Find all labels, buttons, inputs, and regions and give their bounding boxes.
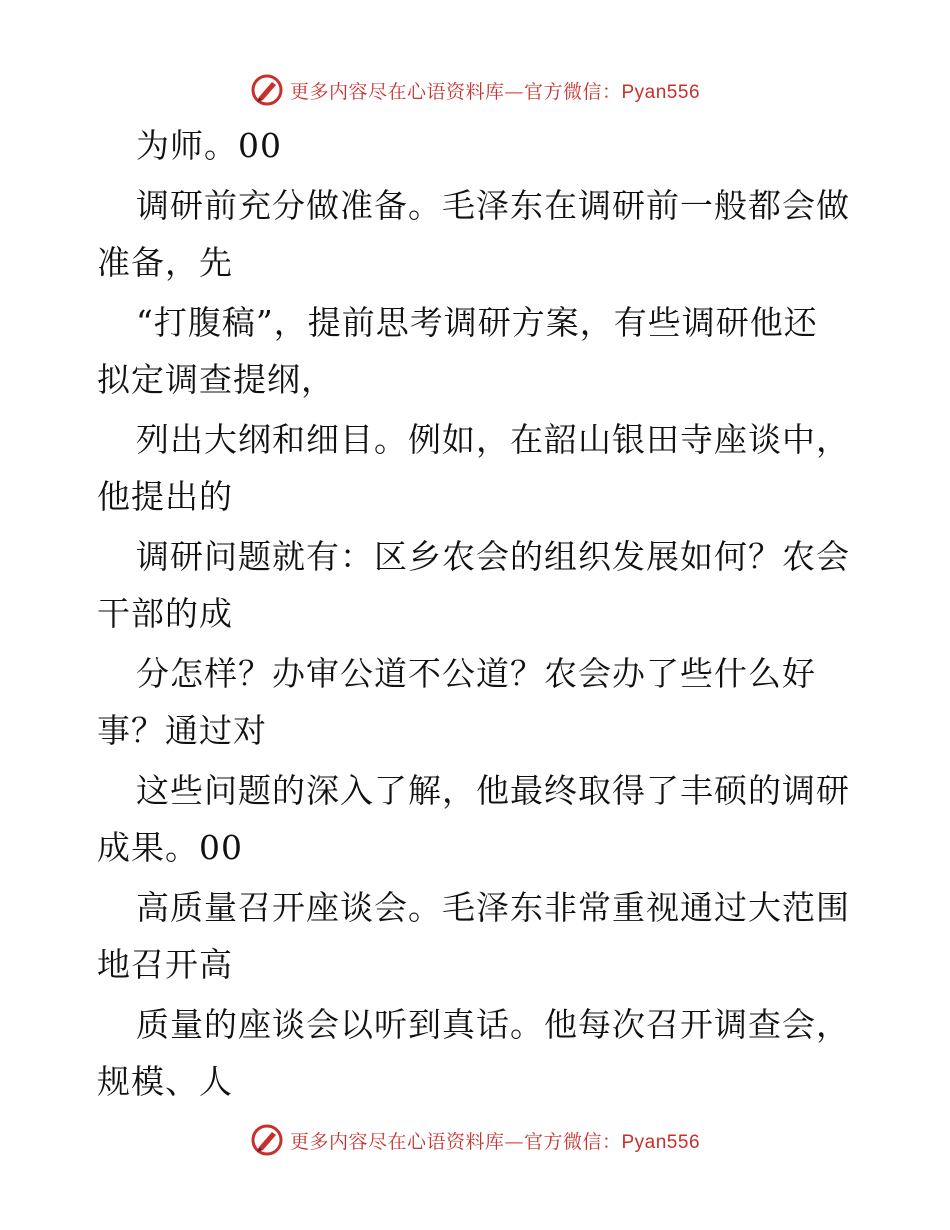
text-line: “打腹稿”，提前思考调研方案，有些调研他还 [136, 303, 818, 342]
header-banner-text [290, 77, 700, 104]
footer-dash: — [504, 1130, 524, 1153]
text-line: 干部的成 [97, 594, 233, 633]
text-line: 事？通过对 [97, 711, 267, 750]
header-site-text: 更多内容尽在心语资料库 [289, 80, 505, 103]
footer-site-text: 更多内容尽在心语资料库 [289, 1130, 505, 1153]
text-line: 高质量召开座谈会。毛泽东非常重视通过大范围 [136, 888, 850, 927]
text-line: 质量的座谈会以听到真话。他每次召开调查会， [136, 1005, 850, 1044]
header-wechat-id: Pyan556 [621, 81, 701, 103]
text-line: 准备，先 [97, 243, 233, 282]
pen-logo-icon [250, 73, 284, 107]
text-line: 调研前充分做准备。毛泽东在调研前一般都会做 [136, 186, 850, 225]
text-line: 分怎样？办审公道不公道？农会办了些什么好 [136, 654, 816, 693]
footer-wechat-id: Pyan556 [621, 1131, 701, 1153]
text-line: 这些问题的深入了解，他最终取得了丰硕的调研 [136, 771, 850, 810]
text-line: 为师。00 [136, 126, 282, 165]
header-dash: — [504, 80, 524, 103]
text-line: 他提出的 [97, 477, 233, 516]
pen-logo-icon [250, 1123, 284, 1157]
footer-wechat-label: 官方微信： [523, 1130, 622, 1153]
header-banner [0, 72, 950, 108]
text-line: 成果。00 [97, 828, 243, 867]
text-line: 规模、人 [97, 1062, 233, 1101]
text-line: 列出大纲和细目。例如，在韶山银田寺座谈中， [136, 420, 850, 459]
text-line: 拟定调查提纲， [97, 360, 335, 399]
footer-banner [0, 1122, 950, 1158]
header-wechat-label: 官方微信： [523, 80, 622, 103]
text-line: 调研问题就有：区乡农会的组织发展如何？农会 [136, 537, 850, 576]
text-line: 地召开高 [97, 945, 233, 984]
footer-banner-text [290, 1127, 700, 1154]
